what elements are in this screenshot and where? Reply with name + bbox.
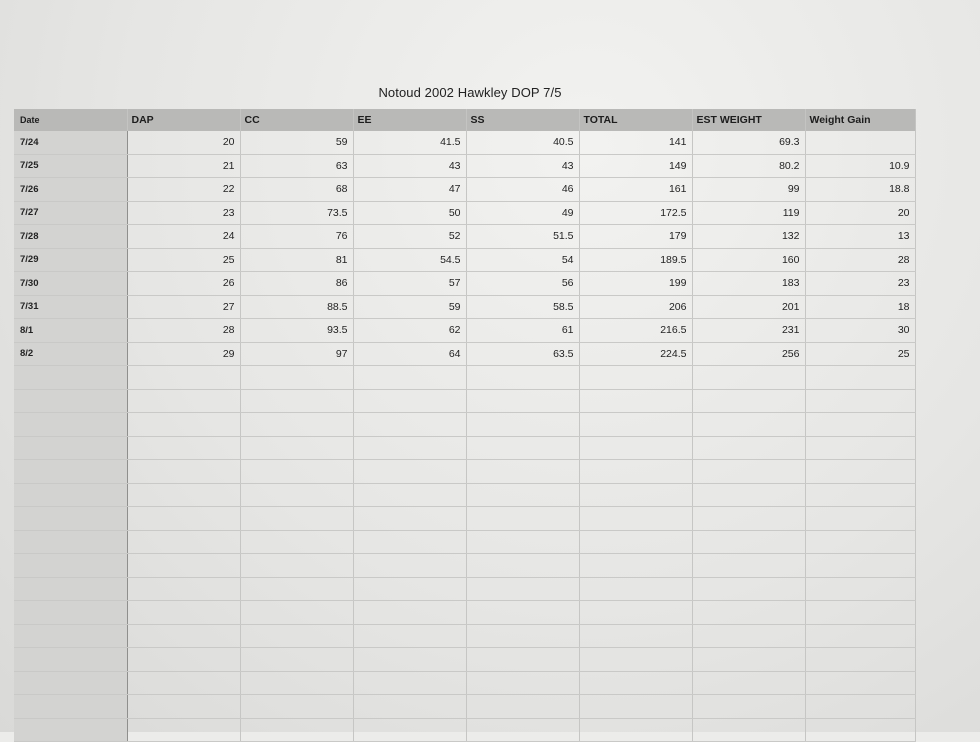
empty-cell bbox=[353, 718, 466, 742]
empty-cell bbox=[466, 436, 579, 460]
empty-cell bbox=[240, 389, 353, 413]
empty-cell bbox=[805, 530, 915, 554]
cell-ss: 40.5 bbox=[466, 131, 579, 154]
table-row bbox=[14, 201, 915, 225]
cell-dap: 23 bbox=[127, 201, 240, 225]
cell-total: 206 bbox=[579, 295, 692, 319]
empty-cell bbox=[353, 483, 466, 507]
empty-cell bbox=[240, 554, 353, 578]
empty-cell bbox=[805, 366, 915, 390]
empty-cell bbox=[692, 554, 805, 578]
empty-cell bbox=[579, 648, 692, 672]
empty-cell bbox=[579, 577, 692, 601]
empty-cell bbox=[353, 507, 466, 531]
empty-cell bbox=[805, 436, 915, 460]
empty-cell bbox=[805, 695, 915, 719]
cell-weight-gain bbox=[805, 131, 915, 154]
empty-cell bbox=[127, 695, 240, 719]
cell-cc: 81 bbox=[240, 248, 353, 272]
empty-cell bbox=[353, 577, 466, 601]
empty-row bbox=[14, 624, 915, 648]
header-date: Date bbox=[14, 109, 127, 131]
cell-total: 189.5 bbox=[579, 248, 692, 272]
cell-total: 216.5 bbox=[579, 319, 692, 343]
empty-cell bbox=[579, 460, 692, 484]
empty-cell bbox=[14, 624, 127, 648]
empty-cell bbox=[14, 577, 127, 601]
cell-ee: 52 bbox=[353, 225, 466, 249]
empty-cell bbox=[692, 413, 805, 437]
table-row bbox=[14, 225, 915, 249]
empty-cell bbox=[14, 413, 127, 437]
cell-cc: 93.5 bbox=[240, 319, 353, 343]
header-ss: SS bbox=[466, 109, 579, 131]
empty-row bbox=[14, 507, 915, 531]
cell-ee: 50 bbox=[353, 201, 466, 225]
empty-cell bbox=[14, 436, 127, 460]
empty-cell bbox=[353, 554, 466, 578]
cell-date: 7/29 bbox=[14, 248, 127, 272]
table-header bbox=[14, 109, 915, 131]
cell-weight-gain: 18.8 bbox=[805, 178, 915, 202]
empty-cell bbox=[805, 507, 915, 531]
cell-date: 7/28 bbox=[14, 225, 127, 249]
empty-row bbox=[14, 577, 915, 601]
cell-date: 7/24 bbox=[14, 131, 127, 154]
empty-cell bbox=[579, 530, 692, 554]
cell-date: 7/27 bbox=[14, 201, 127, 225]
cell-ee: 41.5 bbox=[353, 131, 466, 154]
empty-cell bbox=[14, 695, 127, 719]
empty-cell bbox=[466, 718, 579, 742]
empty-cell bbox=[579, 601, 692, 625]
table-row bbox=[14, 154, 915, 178]
cell-weight-gain: 13 bbox=[805, 225, 915, 249]
empty-cell bbox=[14, 483, 127, 507]
empty-cell bbox=[14, 648, 127, 672]
cell-cc: 97 bbox=[240, 342, 353, 366]
empty-cell bbox=[127, 648, 240, 672]
cell-ss: 51.5 bbox=[466, 225, 579, 249]
empty-row bbox=[14, 718, 915, 742]
header-total: TOTAL bbox=[579, 109, 692, 131]
empty-row bbox=[14, 366, 915, 390]
empty-cell bbox=[240, 695, 353, 719]
header-cc: CC bbox=[240, 109, 353, 131]
empty-cell bbox=[579, 413, 692, 437]
empty-cell bbox=[127, 507, 240, 531]
cell-est-weight: 183 bbox=[692, 272, 805, 296]
table-row bbox=[14, 178, 915, 202]
cell-dap: 24 bbox=[127, 225, 240, 249]
cell-date: 7/31 bbox=[14, 295, 127, 319]
cell-weight-gain: 10.9 bbox=[805, 154, 915, 178]
empty-cell bbox=[579, 389, 692, 413]
empty-cell bbox=[353, 366, 466, 390]
empty-row bbox=[14, 436, 915, 460]
cell-cc: 68 bbox=[240, 178, 353, 202]
empty-row bbox=[14, 483, 915, 507]
cell-date: 7/25 bbox=[14, 154, 127, 178]
empty-cell bbox=[240, 436, 353, 460]
cell-weight-gain: 18 bbox=[805, 295, 915, 319]
empty-cell bbox=[692, 648, 805, 672]
header-ee: EE bbox=[353, 109, 466, 131]
cell-weight-gain: 23 bbox=[805, 272, 915, 296]
empty-cell bbox=[692, 530, 805, 554]
empty-cell bbox=[14, 366, 127, 390]
empty-row bbox=[14, 695, 915, 719]
table-row bbox=[14, 248, 915, 272]
empty-cell bbox=[353, 695, 466, 719]
empty-cell bbox=[127, 460, 240, 484]
cell-ss: 46 bbox=[466, 178, 579, 202]
empty-cell bbox=[805, 671, 915, 695]
empty-cell bbox=[240, 507, 353, 531]
cell-ss: 61 bbox=[466, 319, 579, 343]
empty-cell bbox=[353, 601, 466, 625]
empty-cell bbox=[127, 483, 240, 507]
empty-cell bbox=[466, 577, 579, 601]
empty-cell bbox=[579, 483, 692, 507]
empty-cell bbox=[240, 366, 353, 390]
cell-cc: 86 bbox=[240, 272, 353, 296]
header-weight-gain: Weight Gain bbox=[805, 109, 915, 131]
cell-dap: 25 bbox=[127, 248, 240, 272]
cell-est-weight: 132 bbox=[692, 225, 805, 249]
cell-est-weight: 119 bbox=[692, 201, 805, 225]
empty-cell bbox=[353, 460, 466, 484]
empty-cell bbox=[692, 460, 805, 484]
cell-weight-gain: 30 bbox=[805, 319, 915, 343]
empty-cell bbox=[127, 530, 240, 554]
empty-cell bbox=[805, 554, 915, 578]
header-est-weight: EST WEIGHT bbox=[692, 109, 805, 131]
cell-date: 8/2 bbox=[14, 342, 127, 366]
empty-cell bbox=[14, 460, 127, 484]
empty-cell bbox=[466, 507, 579, 531]
empty-cell bbox=[579, 366, 692, 390]
empty-cell bbox=[466, 695, 579, 719]
cell-dap: 26 bbox=[127, 272, 240, 296]
empty-cell bbox=[579, 436, 692, 460]
empty-cell bbox=[466, 483, 579, 507]
empty-row bbox=[14, 530, 915, 554]
cell-dap: 27 bbox=[127, 295, 240, 319]
empty-cell bbox=[692, 483, 805, 507]
cell-est-weight: 201 bbox=[692, 295, 805, 319]
cell-ss: 43 bbox=[466, 154, 579, 178]
empty-cell bbox=[14, 718, 127, 742]
cell-ss: 63.5 bbox=[466, 342, 579, 366]
empty-row bbox=[14, 389, 915, 413]
empty-cell bbox=[466, 648, 579, 672]
data-table bbox=[14, 109, 916, 742]
empty-cell bbox=[240, 648, 353, 672]
empty-cell bbox=[353, 648, 466, 672]
empty-cell bbox=[692, 695, 805, 719]
empty-cell bbox=[14, 601, 127, 625]
empty-row bbox=[14, 671, 915, 695]
cell-dap: 29 bbox=[127, 342, 240, 366]
cell-weight-gain: 28 bbox=[805, 248, 915, 272]
empty-cell bbox=[805, 413, 915, 437]
empty-cell bbox=[692, 436, 805, 460]
empty-cell bbox=[240, 624, 353, 648]
empty-cell bbox=[466, 554, 579, 578]
empty-cell bbox=[466, 460, 579, 484]
empty-cell bbox=[805, 460, 915, 484]
empty-cell bbox=[466, 624, 579, 648]
empty-cell bbox=[353, 530, 466, 554]
empty-cell bbox=[127, 554, 240, 578]
cell-total: 179 bbox=[579, 225, 692, 249]
empty-cell bbox=[14, 507, 127, 531]
empty-cell bbox=[127, 671, 240, 695]
cell-cc: 76 bbox=[240, 225, 353, 249]
empty-cell bbox=[579, 554, 692, 578]
empty-cell bbox=[466, 389, 579, 413]
cell-total: 161 bbox=[579, 178, 692, 202]
cell-total: 224.5 bbox=[579, 342, 692, 366]
empty-cell bbox=[805, 389, 915, 413]
empty-cell bbox=[466, 671, 579, 695]
empty-cell bbox=[579, 718, 692, 742]
cell-total: 141 bbox=[579, 131, 692, 154]
empty-cell bbox=[466, 366, 579, 390]
empty-cell bbox=[579, 624, 692, 648]
empty-cell bbox=[466, 530, 579, 554]
table-body bbox=[14, 131, 915, 742]
empty-row bbox=[14, 648, 915, 672]
empty-cell bbox=[240, 601, 353, 625]
empty-cell bbox=[127, 413, 240, 437]
cell-dap: 28 bbox=[127, 319, 240, 343]
empty-cell bbox=[240, 530, 353, 554]
empty-cell bbox=[692, 389, 805, 413]
empty-cell bbox=[14, 389, 127, 413]
cell-weight-gain: 25 bbox=[805, 342, 915, 366]
empty-cell bbox=[127, 624, 240, 648]
empty-cell bbox=[240, 413, 353, 437]
cell-ee: 62 bbox=[353, 319, 466, 343]
cell-date: 7/30 bbox=[14, 272, 127, 296]
empty-cell bbox=[127, 436, 240, 460]
cell-cc: 73.5 bbox=[240, 201, 353, 225]
empty-cell bbox=[805, 483, 915, 507]
table-row bbox=[14, 319, 915, 343]
empty-cell bbox=[353, 671, 466, 695]
empty-cell bbox=[240, 577, 353, 601]
cell-est-weight: 69.3 bbox=[692, 131, 805, 154]
empty-cell bbox=[353, 413, 466, 437]
empty-cell bbox=[692, 671, 805, 695]
empty-cell bbox=[692, 366, 805, 390]
empty-cell bbox=[127, 389, 240, 413]
cell-dap: 20 bbox=[127, 131, 240, 154]
cell-ss: 54 bbox=[466, 248, 579, 272]
empty-cell bbox=[127, 601, 240, 625]
cell-ee: 57 bbox=[353, 272, 466, 296]
cell-ee: 47 bbox=[353, 178, 466, 202]
table-row bbox=[14, 342, 915, 366]
empty-cell bbox=[353, 389, 466, 413]
empty-cell bbox=[240, 718, 353, 742]
cell-weight-gain: 20 bbox=[805, 201, 915, 225]
cell-cc: 63 bbox=[240, 154, 353, 178]
cell-total: 172.5 bbox=[579, 201, 692, 225]
empty-row bbox=[14, 460, 915, 484]
empty-cell bbox=[692, 577, 805, 601]
empty-row bbox=[14, 601, 915, 625]
empty-cell bbox=[579, 695, 692, 719]
cell-est-weight: 160 bbox=[692, 248, 805, 272]
empty-cell bbox=[240, 671, 353, 695]
empty-cell bbox=[14, 530, 127, 554]
empty-cell bbox=[692, 507, 805, 531]
cell-cc: 59 bbox=[240, 131, 353, 154]
cell-ee: 43 bbox=[353, 154, 466, 178]
empty-cell bbox=[805, 648, 915, 672]
empty-cell bbox=[805, 624, 915, 648]
cell-total: 149 bbox=[579, 154, 692, 178]
empty-cell bbox=[579, 671, 692, 695]
empty-cell bbox=[353, 624, 466, 648]
cell-ee: 59 bbox=[353, 295, 466, 319]
cell-ss: 58.5 bbox=[466, 295, 579, 319]
cell-dap: 22 bbox=[127, 178, 240, 202]
empty-cell bbox=[466, 601, 579, 625]
empty-cell bbox=[353, 436, 466, 460]
empty-cell bbox=[692, 718, 805, 742]
cell-est-weight: 99 bbox=[692, 178, 805, 202]
empty-cell bbox=[579, 507, 692, 531]
header-dap: DAP bbox=[127, 109, 240, 131]
cell-est-weight: 256 bbox=[692, 342, 805, 366]
empty-cell bbox=[692, 601, 805, 625]
empty-cell bbox=[805, 601, 915, 625]
page-title: Notoud 2002 Hawkley DOP 7/5 bbox=[378, 85, 562, 100]
cell-est-weight: 80.2 bbox=[692, 154, 805, 178]
empty-row bbox=[14, 554, 915, 578]
empty-cell bbox=[14, 554, 127, 578]
cell-ee: 64 bbox=[353, 342, 466, 366]
empty-cell bbox=[240, 483, 353, 507]
empty-cell bbox=[805, 718, 915, 742]
table-row bbox=[14, 295, 915, 319]
cell-est-weight: 231 bbox=[692, 319, 805, 343]
empty-cell bbox=[805, 577, 915, 601]
cell-dap: 21 bbox=[127, 154, 240, 178]
table-row bbox=[14, 272, 915, 296]
cell-cc: 88.5 bbox=[240, 295, 353, 319]
empty-cell bbox=[127, 718, 240, 742]
cell-total: 199 bbox=[579, 272, 692, 296]
empty-cell bbox=[466, 413, 579, 437]
cell-date: 7/26 bbox=[14, 178, 127, 202]
empty-cell bbox=[240, 460, 353, 484]
cell-ss: 49 bbox=[466, 201, 579, 225]
cell-ss: 56 bbox=[466, 272, 579, 296]
empty-cell bbox=[127, 577, 240, 601]
empty-row bbox=[14, 413, 915, 437]
cell-ee: 54.5 bbox=[353, 248, 466, 272]
empty-cell bbox=[14, 671, 127, 695]
cell-date: 8/1 bbox=[14, 319, 127, 343]
table-row bbox=[14, 131, 915, 154]
empty-cell bbox=[692, 624, 805, 648]
empty-cell bbox=[127, 366, 240, 390]
